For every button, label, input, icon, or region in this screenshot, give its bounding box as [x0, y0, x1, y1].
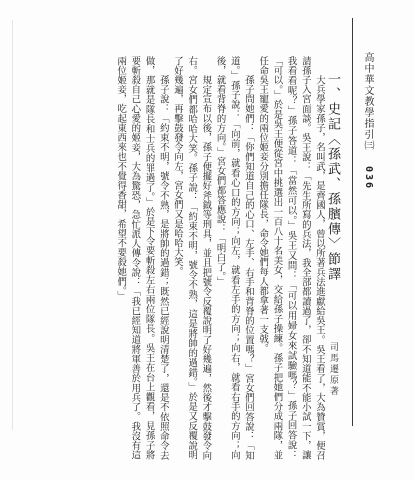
section-title: 一、史記〈孫武、孫臏傳〉節譯 [325, 72, 340, 282]
paragraph: 大兵學家孫子，名叫武，是齊國人，曾以所著兵法進獻給吳王。吳王看了，大為贊賞，便召請孫子入宮面談。吳王說：「先生所寫的兵法，我全部都讀過了，卻不知道能不能小試一下，讓我看看呢？」孫子答道：「當然可以。」吳王又問：「可以用婦女來試驗嗎？」孫子回答說：「可以。」於是吳王便從宮中挑選出一百八十名美女，交給孫子操練。孫子把她們分成兩隊，並任命吳王寵愛的兩位姬妾分別擔任隊長，命令她們每人都拿著一支戟。 [257, 56, 325, 460]
body-text [14, 56, 326, 460]
paragraph: 規定宣布以後，孫子便擺好斧鉞等刑具，並且把號令反覆說明了好幾遍，然後才擊鼓發令向右。宮女們都哈哈大笑。孫子說：「約束不明，號令不熟，這是將帥的過錯。」於是又反覆說明了好幾遍，再擊鼓發令向左，宮女們又是哈哈大笑。 [171, 56, 212, 460]
running-header: 高中華文教學指引㈢ [362, 52, 373, 151]
page-number: 036 [363, 166, 374, 191]
author-credit: 司馬遷原著 [328, 342, 338, 397]
paragraph: 孫子說：「約束不明，號令不熟，是將帥的過錯；既然已經說明清楚了，還是不依照命令去做，那就是隊長和士兵的罪過了。」於是下令要斬殺左右兩位隊長。吳王在台上觀看，見孫子將要斬殺自己心愛的姬妾，大為驚恐，急忙派人傳令說：「我已經知道將軍善於用兵了。我沒有這兩位姬妾，吃起東西來也不覺得香甜，希望不要殺她們。」 [115, 56, 169, 460]
paragraph: 孫子問她們：「你們知道自己的心口、左手、右手和背脊的位置嗎？」宮女們回答說：「知道。」孫子說：「向前，就看心口的方向；向左，就看左手的方向；向右，就看右手的方向；向後，就看背脊的方向。」宮女們都答應說：「明白了。」 [214, 56, 254, 460]
header-divider [352, 18, 353, 426]
page-edge-rule [12, 20, 13, 430]
